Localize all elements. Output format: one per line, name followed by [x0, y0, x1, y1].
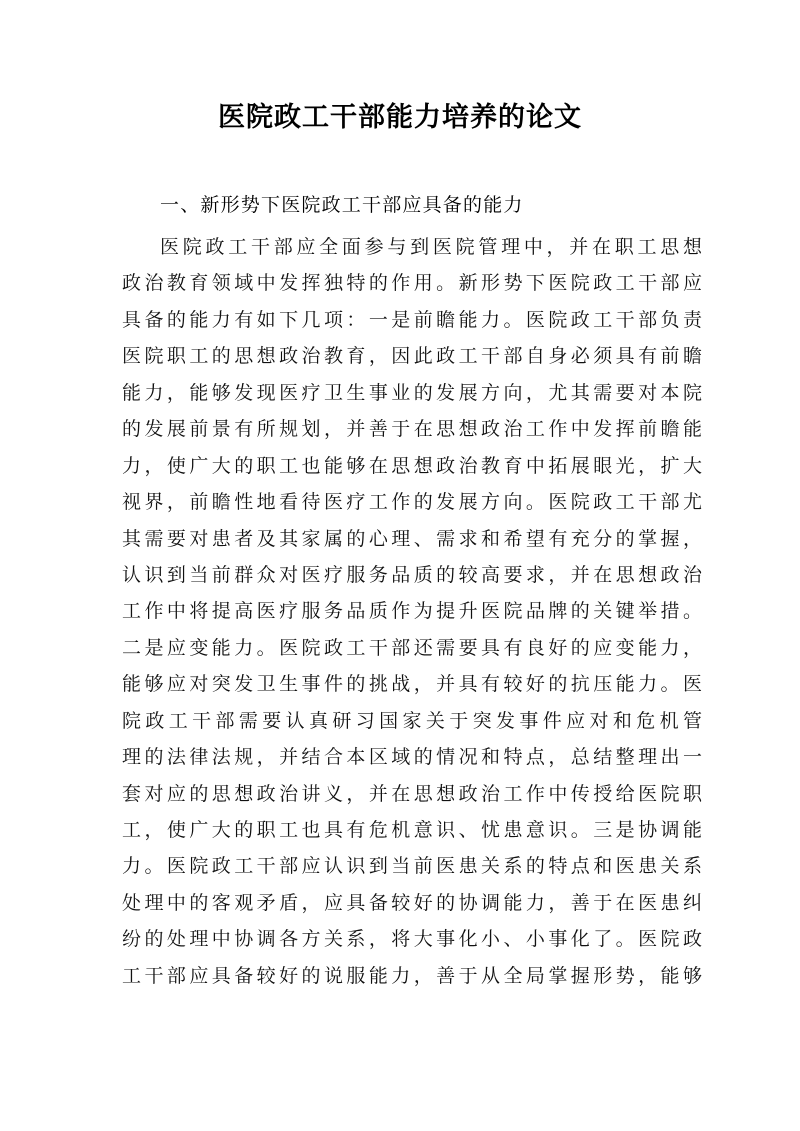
- paragraph-line: 套对应的思想政治讲义，并在思想政治工作中传授给医院职: [122, 782, 702, 805]
- paragraph-line: 其需要对患者及其家属的心理、需求和希望有充分的掌握，: [122, 527, 702, 550]
- paragraph-line: 能力，能够发现医疗卫生事业的发展方向，尤其需要对本院: [122, 381, 702, 404]
- paragraph-line: 的发展前景有所规划，并善于在思想政治工作中发挥前瞻能: [122, 418, 702, 441]
- paragraph-line: 纷的处理中协调各方关系，将大事化小、小事化了。医院政: [122, 928, 702, 951]
- paragraph-line: 工干部应具备较好的说服能力，善于从全局掌握形势，能够: [122, 964, 702, 987]
- paragraph-line: 工，使广大的职工也具有危机意识、忧患意识。三是协调能: [122, 819, 702, 841]
- paragraph-line: 理的法律法规，并结合本区域的情况和特点，总结整理出一: [122, 746, 702, 769]
- paragraph-line: 二是应变能力。医院政工干部还需要具有良好的应变能力，: [122, 636, 702, 659]
- paragraph-line: 院政工干部需要认真研习国家关于突发事件应对和危机管: [122, 709, 702, 732]
- paragraph-line: 工作中将提高医疗服务品质作为提升医院品牌的关键举措。: [122, 600, 702, 623]
- paragraph-line: 力，使广大的职工也能够在思想政治教育中拓展眼光，扩大: [122, 454, 702, 477]
- paragraph-line: 认识到当前群众对医疗服务品质的较高要求，并在思想政治: [122, 563, 702, 586]
- body-paragraph: [122, 229, 702, 994]
- paragraph-line: 力。医院政工干部应认识到当前医患关系的特点和医患关系: [122, 855, 702, 878]
- section-heading: 一、新形势下医院政工干部应具备的能力: [160, 194, 524, 216]
- paragraph-line: 医院职工的思想政治教育，因此政工干部自身必须具有前瞻: [122, 345, 702, 368]
- paragraph-line: 视界，前瞻性地看待医疗工作的发展方向。医院政工干部尤: [122, 491, 702, 514]
- paragraph-line: 医院政工干部应全面参与到医院管理中，并在职工思想: [160, 236, 702, 258]
- paragraph-line: 政治教育领域中发挥独特的作用。新形势下医院政工干部应: [122, 272, 702, 295]
- paragraph-line: 能够应对突发卫生事件的挑战，并具有较好的抗压能力。医: [122, 673, 702, 696]
- paragraph-line: 具备的能力有如下几项：一是前瞻能力。医院政工干部负责: [122, 308, 702, 331]
- paragraph-line: 处理中的客观矛盾，应具备较好的协调能力，善于在医患纠: [122, 891, 702, 914]
- document-title: 医院政工干部能力培养的论文: [218, 102, 582, 133]
